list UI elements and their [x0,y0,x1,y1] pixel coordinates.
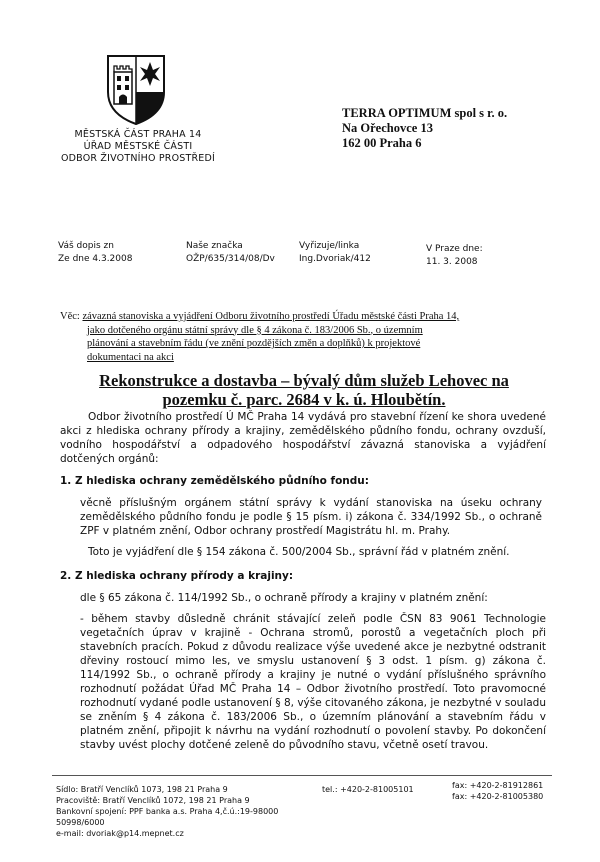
handler-block [299,240,371,266]
footer-fax-block [452,780,543,802]
subject-line: dokumentaci na akci [87,351,174,363]
section2-intro: dle § 65 zákona č. 114/1992 Sb., o ochraně přírody a krajiny v platném znění: [80,592,488,604]
footer-contact-block [56,784,278,839]
footer-bank: Bankovní spojení: PPF banka a.s. Praha 4,č.ú.:19-98000 [56,807,279,816]
footer-fax: fax: +420-2-81005380 [452,792,544,801]
subject-prefix: Věc: [60,311,80,322]
handler-value: Ing.Dvoriak/412 [299,254,371,264]
footer-divider [52,775,552,776]
office-name-line: MĚSTSKÁ ČÁST PRAHA 14 [74,129,202,140]
subject-block [60,310,540,364]
recipient-name: TERRA OPTIMUM spol s r. o. [342,106,508,120]
place-date-label: V Praze dne: [426,244,483,254]
project-title [60,371,548,409]
section2-paragraph: - během stavby důsledně chránit stávající zeleň podle ČSN 83 9061 Technologie vegetačních úprav v krajině - Ochrana stromů, porostů a vegetačních ploch při stavebních pracích. Pokud z důvodu realizace výše uvedené akce je nezbytné odstranit dřeviny rostoucí mimo les, ve smyslu ustanovení § 3 odst. 1 písm. g) zákona č. 114/1992 Sb., o ochraně přírody a krajiny je nutné o vydání příslušného správního rozhodnutí požádat Úřad MČ Praha 14 – Odbor životního prostředí. Toto pravomocné rozhodnutí vydané podle ustanovení § 8, výše citovaného zákona, je nezbytné v souladu se zněním § 4 zákona č. 183/2006 Sb., o územním plánování a stavebním řádu v platném znění, připojit k návrhu na vydání rozhodnutí o povolení stavby. Po dokončení stavby uvést plochy dotčené zeleně do původního stavu, včetně osetí travou. [80,613,546,751]
section1-heading: 1. Z hlediska ochrany zemědělského půdního fondu: [60,475,369,487]
our-ref-value: OŽP/635/314/08/Dv [186,254,275,264]
subject-line: závazná stanoviska a vyjádření Odboru životního prostředí Úřadu městské části Praha 14, [82,311,460,322]
recipient-street: Na Ořechovce 13 [342,121,433,135]
footer-email: e-mail: dvoriak@p14.mepnet.cz [56,829,184,838]
section2-heading: 2. Z hlediska ochrany přírody a krajiny: [60,570,294,582]
footer-seat: Sídlo: Bratří Venclíků 1073, 198 21 Praha 9 [56,785,228,794]
coat-of-arms-icon [104,52,168,126]
section1-note: Toto je vyjádření dle § 154 zákona č. 500/2004 Sb., správní řád v platném znění. [88,546,510,558]
project-title-line: pozemku č. parc. 2684 v k. ú. Hloubětín. [162,390,446,409]
footer-workplace: Pracoviště: Bratří Venclíků 1072, 198 21 Praha 9 [56,796,250,805]
section1-paragraph: věcně příslušným orgánem státní správy k vydání stanoviska na úseku ochrany zemědělského půdního fondu je podle § 15 písm. i) zákona č. 334/1992 Sb., o ochraně ZPF v platném znění, Odbor ochrany prostředí Magistrátu hl. m. Prahy. [80,497,542,537]
our-ref-block [186,240,275,266]
office-name-line: ODBOR ŽIVOTNÍHO PROSTŘEDÍ [60,153,216,164]
place-date-value: 11. 3. 2008 [426,257,478,267]
recipient-address [342,106,507,151]
footer-bank-account: 50998/6000 [56,818,105,827]
our-ref-label: Naše značka [186,241,243,251]
your-letter-block [58,240,132,266]
recipient-city: 162 00 Praha 6 [342,136,422,150]
office-name-line: ÚŘAD MĚSTSKÉ ČÁSTI [83,141,193,152]
project-title-line: Rekonstrukce a dostavba – bývalý dům služeb Lehovec na [99,371,509,390]
place-date-block [426,243,483,269]
your-letter-label: Váš dopis zn [58,241,114,251]
footer-tel: tel.: +420-2-81005101 [322,785,414,794]
handler-label: Vyřizuje/linka [299,241,360,251]
footer-fax: fax: +420-2-81912861 [452,781,544,790]
intro-paragraph: Odbor životního prostředí Ú MČ Praha 14 vydává pro stavební řízení ke shora uvedené akci z hlediska ochrany přírody a krajiny, zemědělského půdního fondu, ochrany ovzduší, vodního hospodářství a odpadového hospodářství závazná stanoviska a vyjádření dotčených orgánů: [60,411,546,465]
subject-line: plánování a stavebním řádu (ve znění pozdějších změn a doplňků) k projektové [87,338,421,349]
subject-line: jako dotčeného orgánu státní správy dle § 4 zákona č. 183/2006 Sb., o územním [87,324,423,336]
your-letter-date: Ze dne 4.3.2008 [58,254,133,264]
